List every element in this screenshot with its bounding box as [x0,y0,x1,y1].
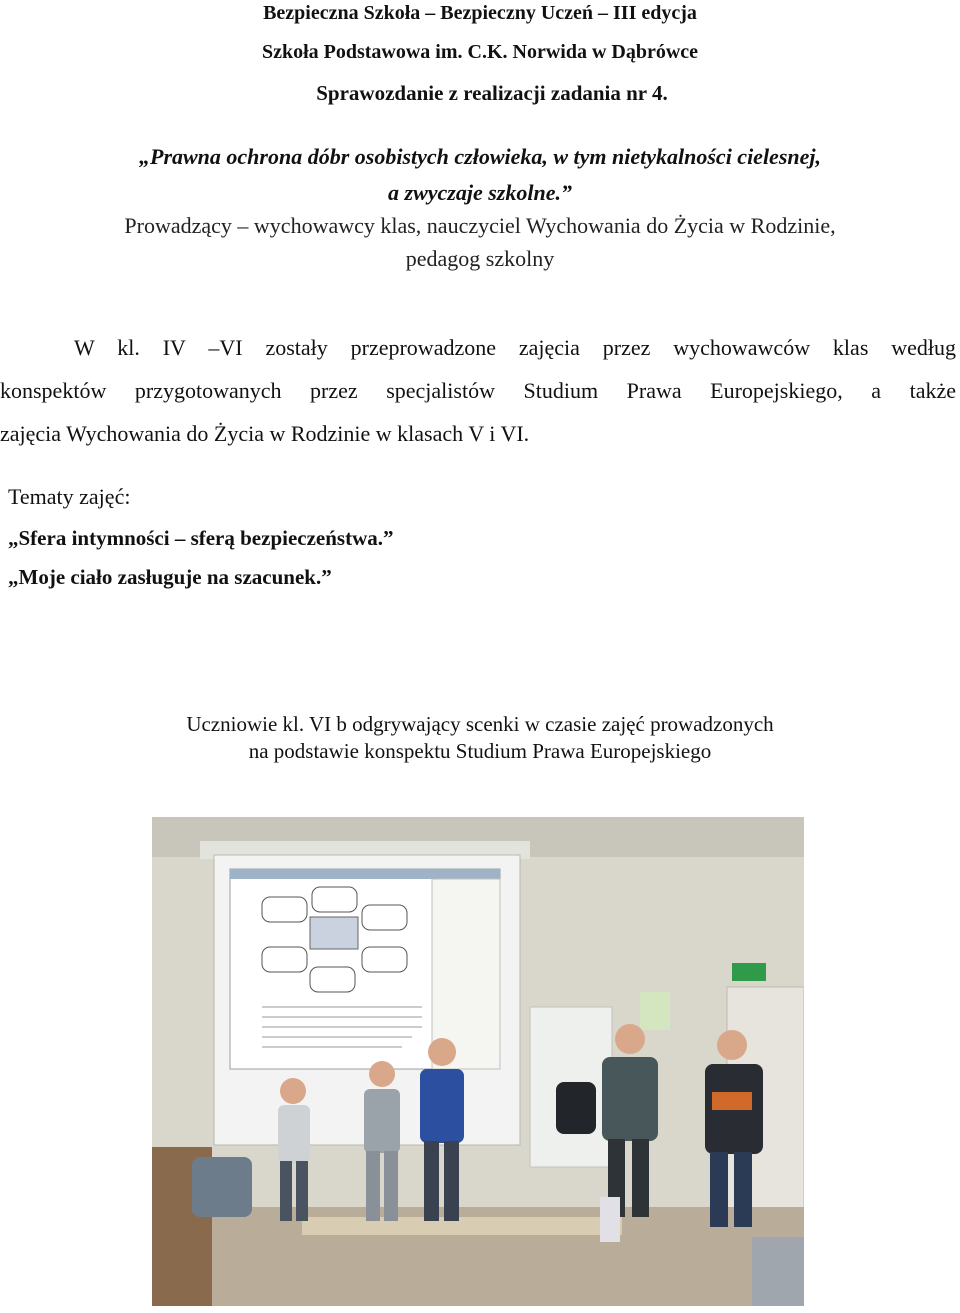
leaders-line1: Prowadzący – wychowawcy klas, nauczyciel Wychowania do Życia w Rodzinie, [124,213,836,238]
topic-item-2: „Moje ciało zasługuje na szacunek.” [8,565,332,589]
body-paragraph [0,326,956,455]
body-line3: zajęcia Wychowania do Życia w Rodzinie w klasach V i VI. [0,421,530,446]
header-line2: Szkoła Podstawowa im. C.K. Norwida w Dąbrówce [261,41,699,63]
header-line1: Bezpieczna Szkoła – Bezpieczny Uczeń – III edycja [263,2,697,24]
topic-item-1: „Sfera intymności – sferą bezpieczeństwa.” [8,526,394,550]
leaders-line2: pedagog szkolny [405,246,555,271]
classroom-photo [152,817,804,1306]
body-line1: W kl. IV –VI zostały przeprowadzone zajęcia przez wychowawców klas według [74,335,956,360]
topic-line2: a zwyczaje szkolne.” [388,180,572,205]
topics-label: Tematy zajęć: [8,484,131,509]
caption-line2: na podstawie konspektu Studium Prawa Europejskiego [248,739,712,763]
classroom-photo-icon [152,817,804,1306]
caption-line1: Uczniowie kl. VI b odgrywający scenki w czasie zajęć prowadzonych [186,712,774,736]
header-line3: Sprawozdanie z realizacji zadania nr 4. [316,81,668,105]
topic-line1: „Prawna ochrona dóbr osobistych człowieka, w tym nietykalności cielesnej, [139,144,821,169]
body-line2: konspektów przygotowanych przez specjalistów Studium Prawa Europejskiego, a także [0,378,956,403]
